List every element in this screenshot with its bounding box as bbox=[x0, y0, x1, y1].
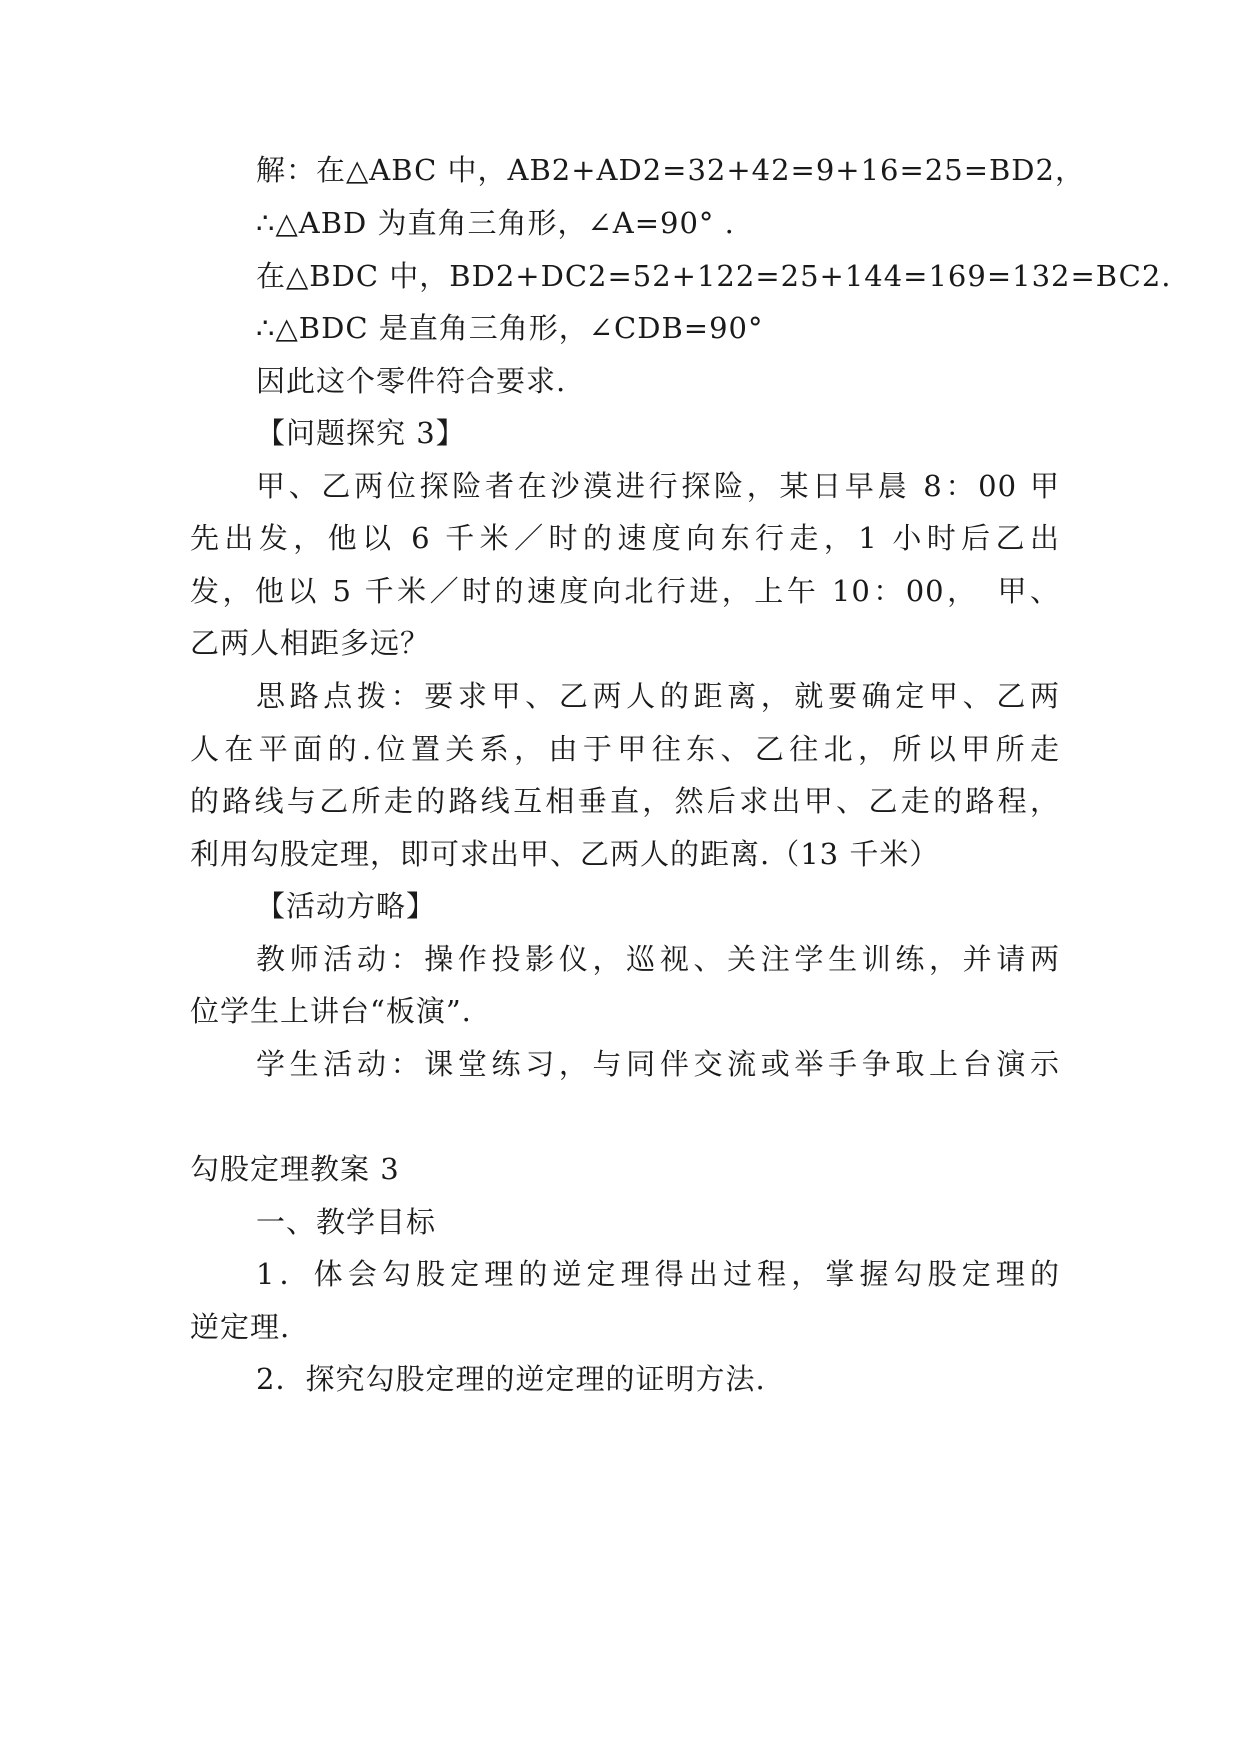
problem-line-4: 乙两人相距多远？ bbox=[190, 626, 431, 660]
goal-2-line: 2．探究勾股定理的逆定理的证明方法. bbox=[256, 1362, 766, 1396]
problem-line-2: 先出发，他以 6 千米／时的速度向东行走，1 小时后乙出 bbox=[190, 521, 1060, 555]
problem-line-1: 甲、乙两位探险者在沙漠进行探险，某日早晨 8：00 甲 bbox=[256, 469, 1060, 503]
goal-1-line-2: 逆定理. bbox=[190, 1310, 291, 1344]
hint-line-2: 人在平面的.位置关系，由于甲往东、乙往北，所以甲所走 bbox=[190, 732, 1060, 766]
solution-line-2: ∴△ABD 为直角三角形，∠A=90° . bbox=[256, 206, 735, 240]
hint-line-3: 的路线与乙所走的路线互相垂直，然后求出甲、乙走的路程， bbox=[190, 784, 1060, 818]
problem-line-3: 发，他以 5 千米／时的速度向北行进，上午 10：00， 甲、 bbox=[190, 574, 1060, 608]
section-heading-activity: 【活动方略】 bbox=[256, 889, 437, 923]
solution-line-1: 解：在△ABC 中，AB2+AD2=32+42=9+16=25=BD2， bbox=[256, 153, 1086, 187]
hint-line-1: 思路点拨：要求甲、乙两人的距离，就要确定甲、乙两 bbox=[256, 679, 1060, 713]
hint-line-4: 利用勾股定理，即可求出甲、乙两人的距离.（13 千米） bbox=[190, 837, 940, 871]
teaching-goals-heading: 一、教学目标 bbox=[256, 1205, 437, 1239]
teacher-activity-line-1: 教师活动：操作投影仪，巡视、关注学生训练，并请两 bbox=[256, 942, 1060, 976]
solution-line-3: 在△BDC 中，BD2+DC2=52+122=25+144=169=132=BC2. bbox=[256, 259, 1172, 293]
teacher-activity-line-2: 位学生上讲台“板演”. bbox=[190, 994, 472, 1028]
solution-line-4: ∴△BDC 是直角三角形，∠CDB=90° bbox=[256, 311, 764, 345]
goal-1-line-1: 1．体会勾股定理的逆定理得出过程，掌握勾股定理的 bbox=[256, 1257, 1060, 1291]
student-activity-line: 学生活动：课堂练习，与同伴交流或举手争取上台演示 bbox=[256, 1047, 1060, 1081]
section-heading-problem-3: 【问题探究 3】 bbox=[256, 416, 466, 450]
lesson-plan-title: 勾股定理教案 3 bbox=[190, 1152, 400, 1186]
solution-conclusion: 因此这个零件符合要求. bbox=[256, 364, 567, 398]
